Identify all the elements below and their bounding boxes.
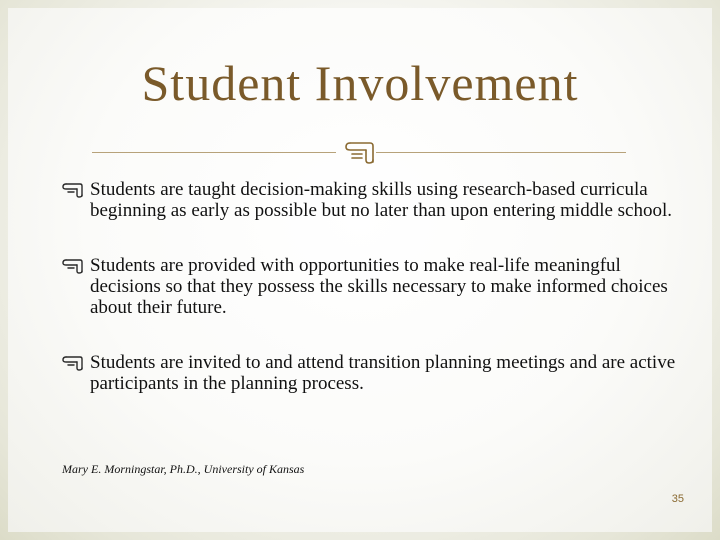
- citation: Mary E. Morningstar, Ph.D., University of Kansas: [62, 462, 305, 476]
- list-item: [60, 255, 680, 318]
- bullet-text: Students are provided with opportunities to make real-life meaningful decisions so that they possess the skills necessary to make informed choices about their future.: [90, 255, 668, 318]
- scroll-icon: [60, 181, 84, 199]
- list-item: [60, 179, 680, 221]
- page-number: 35: [671, 493, 684, 505]
- scroll-icon: [60, 354, 84, 372]
- scroll-icon: [340, 138, 376, 166]
- title-divider-right: [376, 152, 626, 153]
- list-item: [60, 352, 680, 394]
- bullet-text: Students are taught decision-making skills using research-based curricula beginning as early as possible but no later than upon entering middle school.: [90, 179, 673, 221]
- scroll-icon: [60, 257, 84, 275]
- bullet-list: [60, 179, 680, 428]
- title-divider-left: [92, 152, 336, 153]
- bullet-text: Students are invited to and attend transition planning meetings and are active participants in the planning process.: [90, 352, 676, 394]
- slide-title: Student Involvement: [141, 55, 579, 111]
